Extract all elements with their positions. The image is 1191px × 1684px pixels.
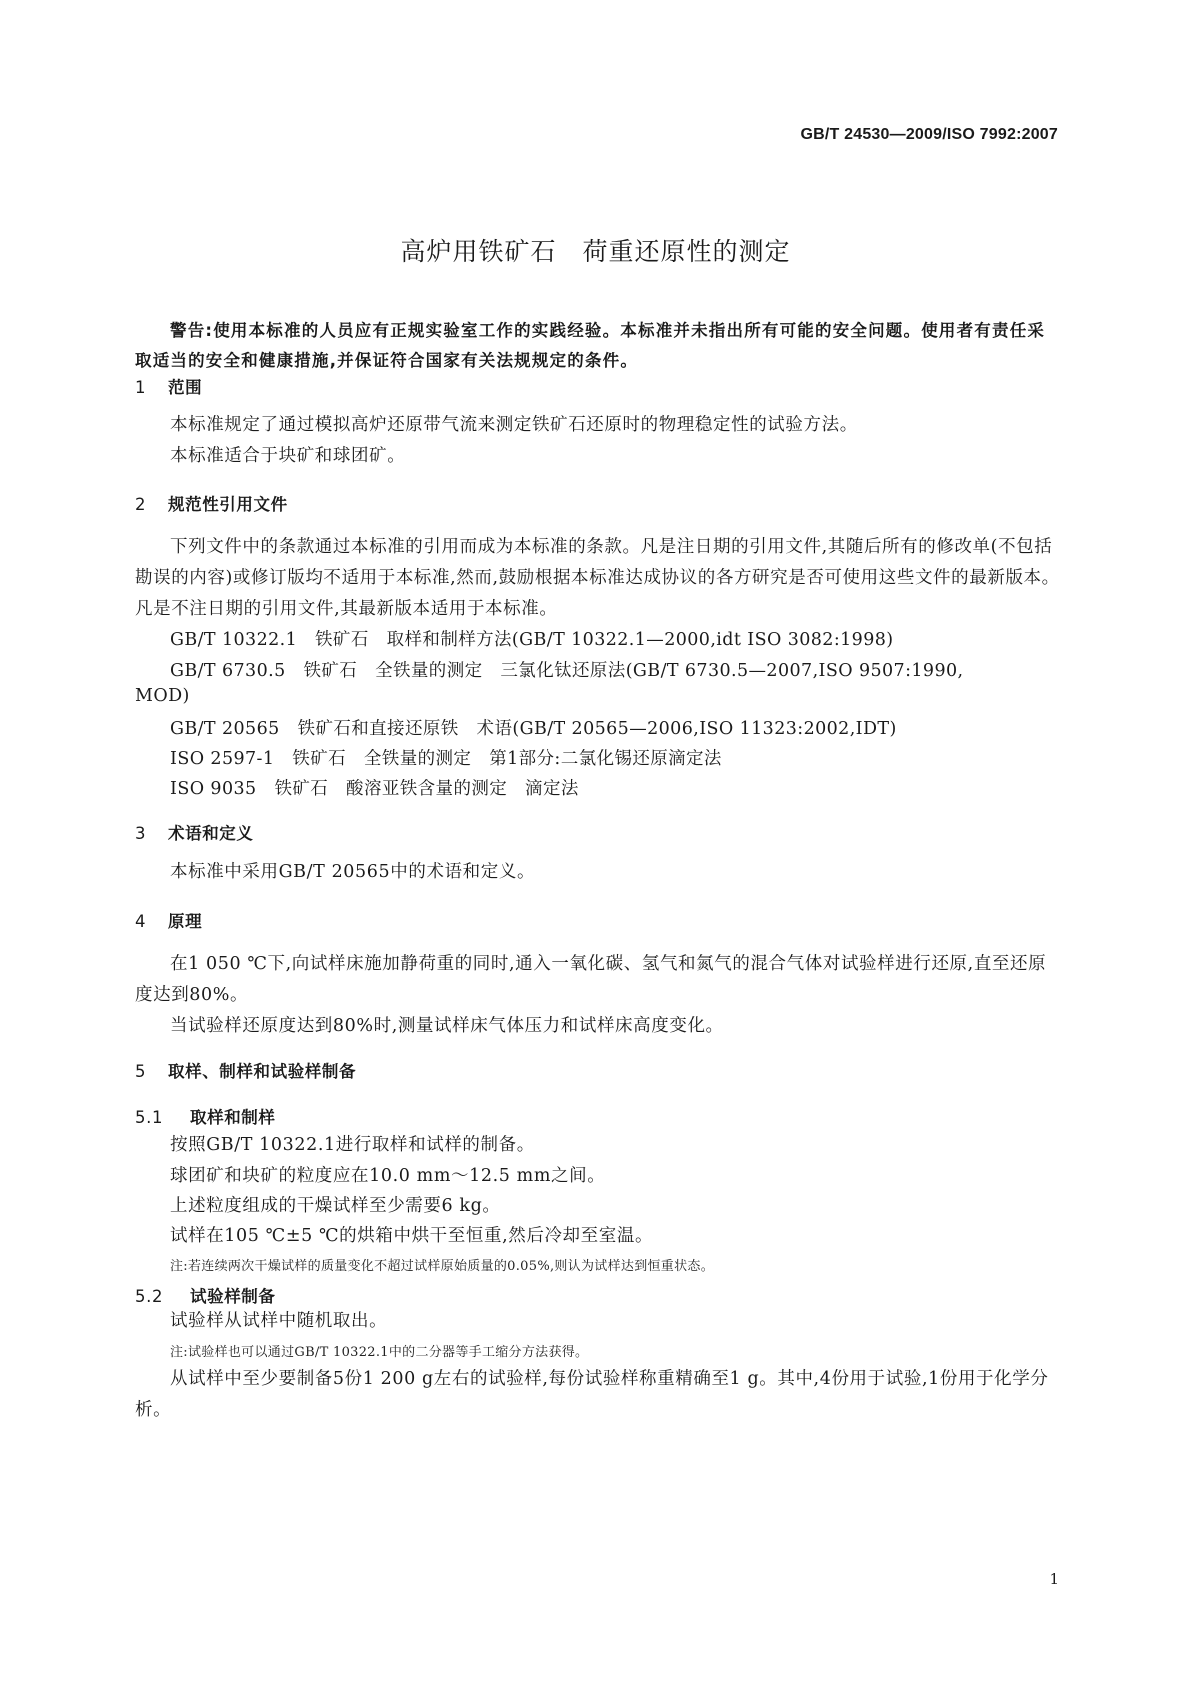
subsection-5-1-heading	[135, 1104, 276, 1128]
section-number: 1	[135, 378, 147, 397]
section-title: 规范性引用文件	[168, 495, 288, 514]
subsection-title: 试验样制备	[190, 1287, 276, 1306]
reference-item: ISO 9035 铁矿石 酸溶亚铁含量的测定 滴定法	[170, 779, 579, 799]
subsection-5-1-line: 球团矿和块矿的粒度应在10.0 mm～12.5 mm之间。	[170, 1166, 606, 1186]
subsection-5-2-note: 注:试验样也可以通过GB/T 10322.1中的二分器等手工缩分方法获得。	[170, 1345, 589, 1360]
reference-item: ISO 2597-1 铁矿石 全铁量的测定 第1部分:二氯化锡还原滴定法	[170, 749, 722, 769]
reference-item: GB/T 6730.5 铁矿石 全铁量的测定 三氯化钛还原法(GB/T 6730.5—2007,ISO 9507:1990,	[170, 661, 964, 681]
section-number: 5	[135, 1062, 147, 1081]
subsection-number: 5.2	[135, 1287, 164, 1306]
subsection-5-2-line: 试验样从试样中随机取出。	[170, 1311, 388, 1331]
section-1-paragraph-2: 本标准适合于块矿和球团矿。	[170, 446, 406, 466]
document-title: 高炉用铁矿石 荷重还原性的测定	[400, 237, 791, 266]
section-2-heading	[135, 491, 288, 515]
section-title: 术语和定义	[168, 824, 254, 843]
section-3-paragraph-1: 本标准中采用GB/T 20565中的术语和定义。	[170, 862, 536, 882]
section-number: 3	[135, 824, 147, 843]
reference-item-continuation: MOD)	[135, 686, 190, 706]
subsection-5-1-line: 按照GB/T 10322.1进行取样和试样的制备。	[170, 1135, 535, 1155]
subsection-5-1-note: 注:若连续两次干燥试样的质量变化不超过试样原始质量的0.05%,则认为试样达到恒重状态。	[170, 1259, 715, 1274]
section-title: 原理	[168, 912, 203, 931]
section-1-paragraph-1: 本标准规定了通过模拟高炉还原带气流来测定铁矿石还原时的物理稳定性的试验方法。	[170, 415, 858, 435]
subsection-5-2-paragraph: 从试样中至少要制备5份1 200 g左右的试验样,每份试验样称重精确至1 g。其中,4份用于试验,1份用于化学分析。	[135, 1369, 1049, 1420]
section-5-heading	[135, 1058, 356, 1082]
section-4-paragraph-2: 当试验样还原度达到80%时,测量试样床气体压力和试样床高度变化。	[170, 1016, 724, 1036]
section-1-heading	[135, 374, 202, 398]
reference-item: GB/T 20565 铁矿石和直接还原铁 术语(GB/T 20565—2006,ISO 11323:2002,IDT)	[170, 719, 897, 739]
subsection-5-1-line: 上述粒度组成的干燥试样至少需要6 kg。	[170, 1196, 501, 1216]
section-title: 范围	[168, 378, 203, 397]
section-4-paragraph-1: 在1 050 ℃下,向试样床施加静荷重的同时,通入一氧化碳、氢气和氮气的混合气体对试验样进行还原,直至还原度达到80%。	[135, 954, 1047, 1005]
subsection-title: 取样和制样	[190, 1108, 276, 1127]
standard-code: GB/T 24530—2009/ISO 7992:2007	[800, 126, 1058, 143]
reference-item: GB/T 10322.1 铁矿石 取样和制样方法(GB/T 10322.1—2000,idt ISO 3082:1998)	[170, 630, 894, 650]
warning-paragraph: 警告:使用本标准的人员应有正规实验室工作的实践经验。本标准并未指出所有可能的安全问题。使用者有责任采取适当的安全和健康措施,并保证符合国家有关法规规定的条件。	[135, 321, 1046, 370]
subsection-5-1-line: 试样在105 ℃±5 ℃的烘箱中烘干至恒重,然后冷却至室温。	[170, 1226, 654, 1246]
section-3-heading	[135, 820, 254, 844]
subsection-5-2-heading	[135, 1283, 276, 1307]
section-4-heading	[135, 908, 202, 932]
section-title: 取样、制样和试验样制备	[168, 1062, 357, 1081]
page-number: 1	[1049, 1570, 1059, 1588]
section-2-paragraph-1: 下列文件中的条款通过本标准的引用而成为本标准的条款。凡是注日期的引用文件,其随后所有的修改单(不包括勘误的内容)或修订版均不适用于本标准,然而,鼓励根据本标准达成协议的各方研究是否可使用这些文件的最新版本。凡是不注日期的引用文件,其最新版本适用于本标准。	[135, 537, 1060, 619]
section-number: 4	[135, 912, 147, 931]
section-number: 2	[135, 495, 147, 514]
subsection-number: 5.1	[135, 1108, 164, 1127]
